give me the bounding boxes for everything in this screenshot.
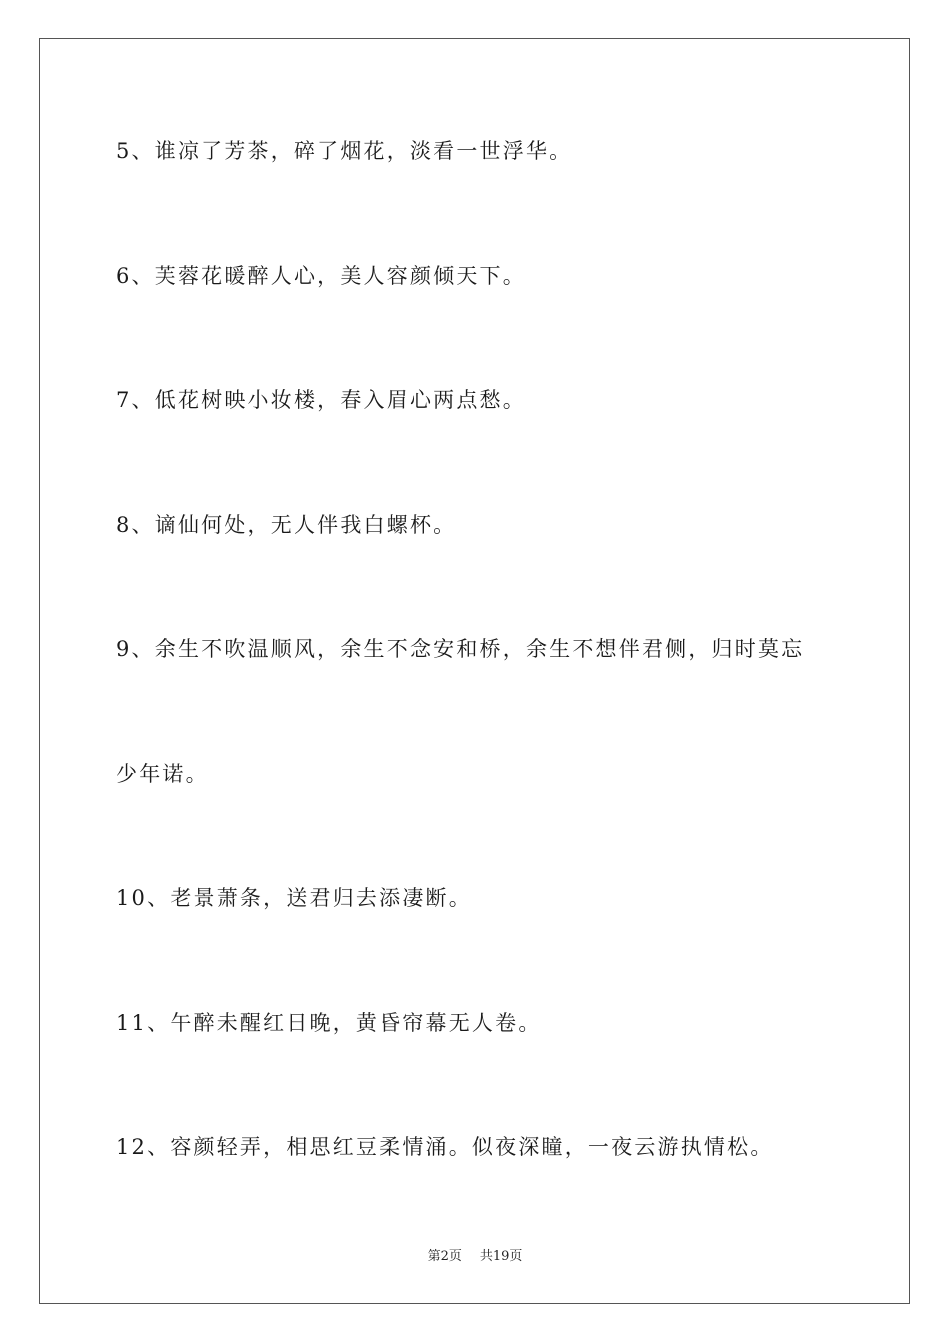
page-footer (0, 1245, 950, 1264)
page-total: 共19页 (479, 1249, 523, 1264)
document-body (116, 131, 846, 1252)
text-line: 6、芙蓉花暖醉人心，美人容颜倾天下。 (116, 263, 526, 288)
text-line: 9、余生不吹温顺风，余生不念安和桥，余生不想伴君侧，归时莫忘 (116, 637, 805, 661)
text-line: 8、谪仙何处，无人伴我白螺杯。 (116, 512, 457, 537)
text-line: 12、容颜轻弄，相思红豆柔情涌。似夜深瞳，一夜云游执情松。 (116, 1135, 774, 1159)
text-line: 10、老景萧条，送君归去添凄断。 (116, 886, 472, 910)
page-number: 第2页 (427, 1249, 462, 1264)
text-line: 7、低花树映小妆楼，春入眉心两点愁。 (116, 388, 526, 412)
text-line: 11、午醉未醒红日晚，黄昏帘幕无人卷。 (116, 1010, 542, 1035)
text-line: 5、谁凉了芳茶，碎了烟花，淡看一世浮华。 (116, 139, 573, 163)
text-line: 少年诺。 (116, 761, 209, 786)
